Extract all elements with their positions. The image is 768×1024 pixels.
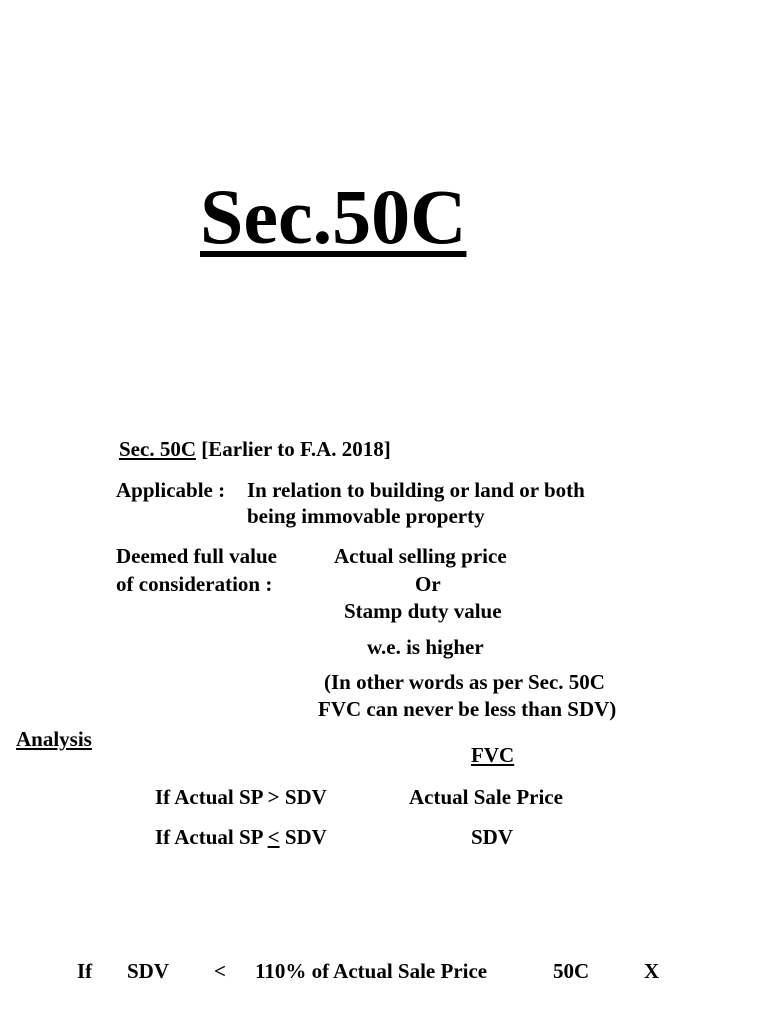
bottom-x-mark: X [644,959,660,983]
bottom-if: If [77,959,93,983]
result-actual-sale-price: Actual Sale Price [409,785,563,809]
section-ref: Sec. 50C [119,437,196,461]
option-stamp-duty-value: Stamp duty value [344,599,502,623]
applicable-label: Applicable : [116,478,226,502]
less-or-equal-symbol: < [267,825,280,849]
bottom-less-than: < [214,959,226,983]
option-or: Or [415,572,441,596]
condition-sp-greater: If Actual SP > SDV [155,785,327,809]
bottom-50c: 50C [553,959,590,983]
section-heading [119,439,391,460]
page-title: Sec.50C [200,173,467,260]
section-heading-suffix: [Earlier to F.A. 2018] [196,437,391,461]
applicable-line-1: In relation to building or land or both [247,478,585,502]
fvc-header: FVC [471,743,515,767]
condition-sp-less-equal [155,827,327,848]
deemed-label-line-1: Deemed full value [116,544,277,568]
option-actual-selling-price: Actual selling price [334,544,507,568]
note-line-2: FVC can never be less than SDV) [318,697,617,721]
note-line-1: (In other words as per Sec. 50C [324,670,605,694]
analysis-label: Analysis [16,727,92,751]
applicable-line-2: being immovable property [247,504,485,528]
result-sdv: SDV [471,825,514,849]
condition-suffix: SDV [279,825,327,849]
deemed-label-line-2: of consideration : [116,572,273,596]
condition-prefix: If Actual SP [155,825,268,849]
bottom-sdv: SDV [127,959,170,983]
bottom-110-percent: 110% of Actual Sale Price [255,959,488,983]
higher-rule: w.e. is higher [367,635,484,659]
